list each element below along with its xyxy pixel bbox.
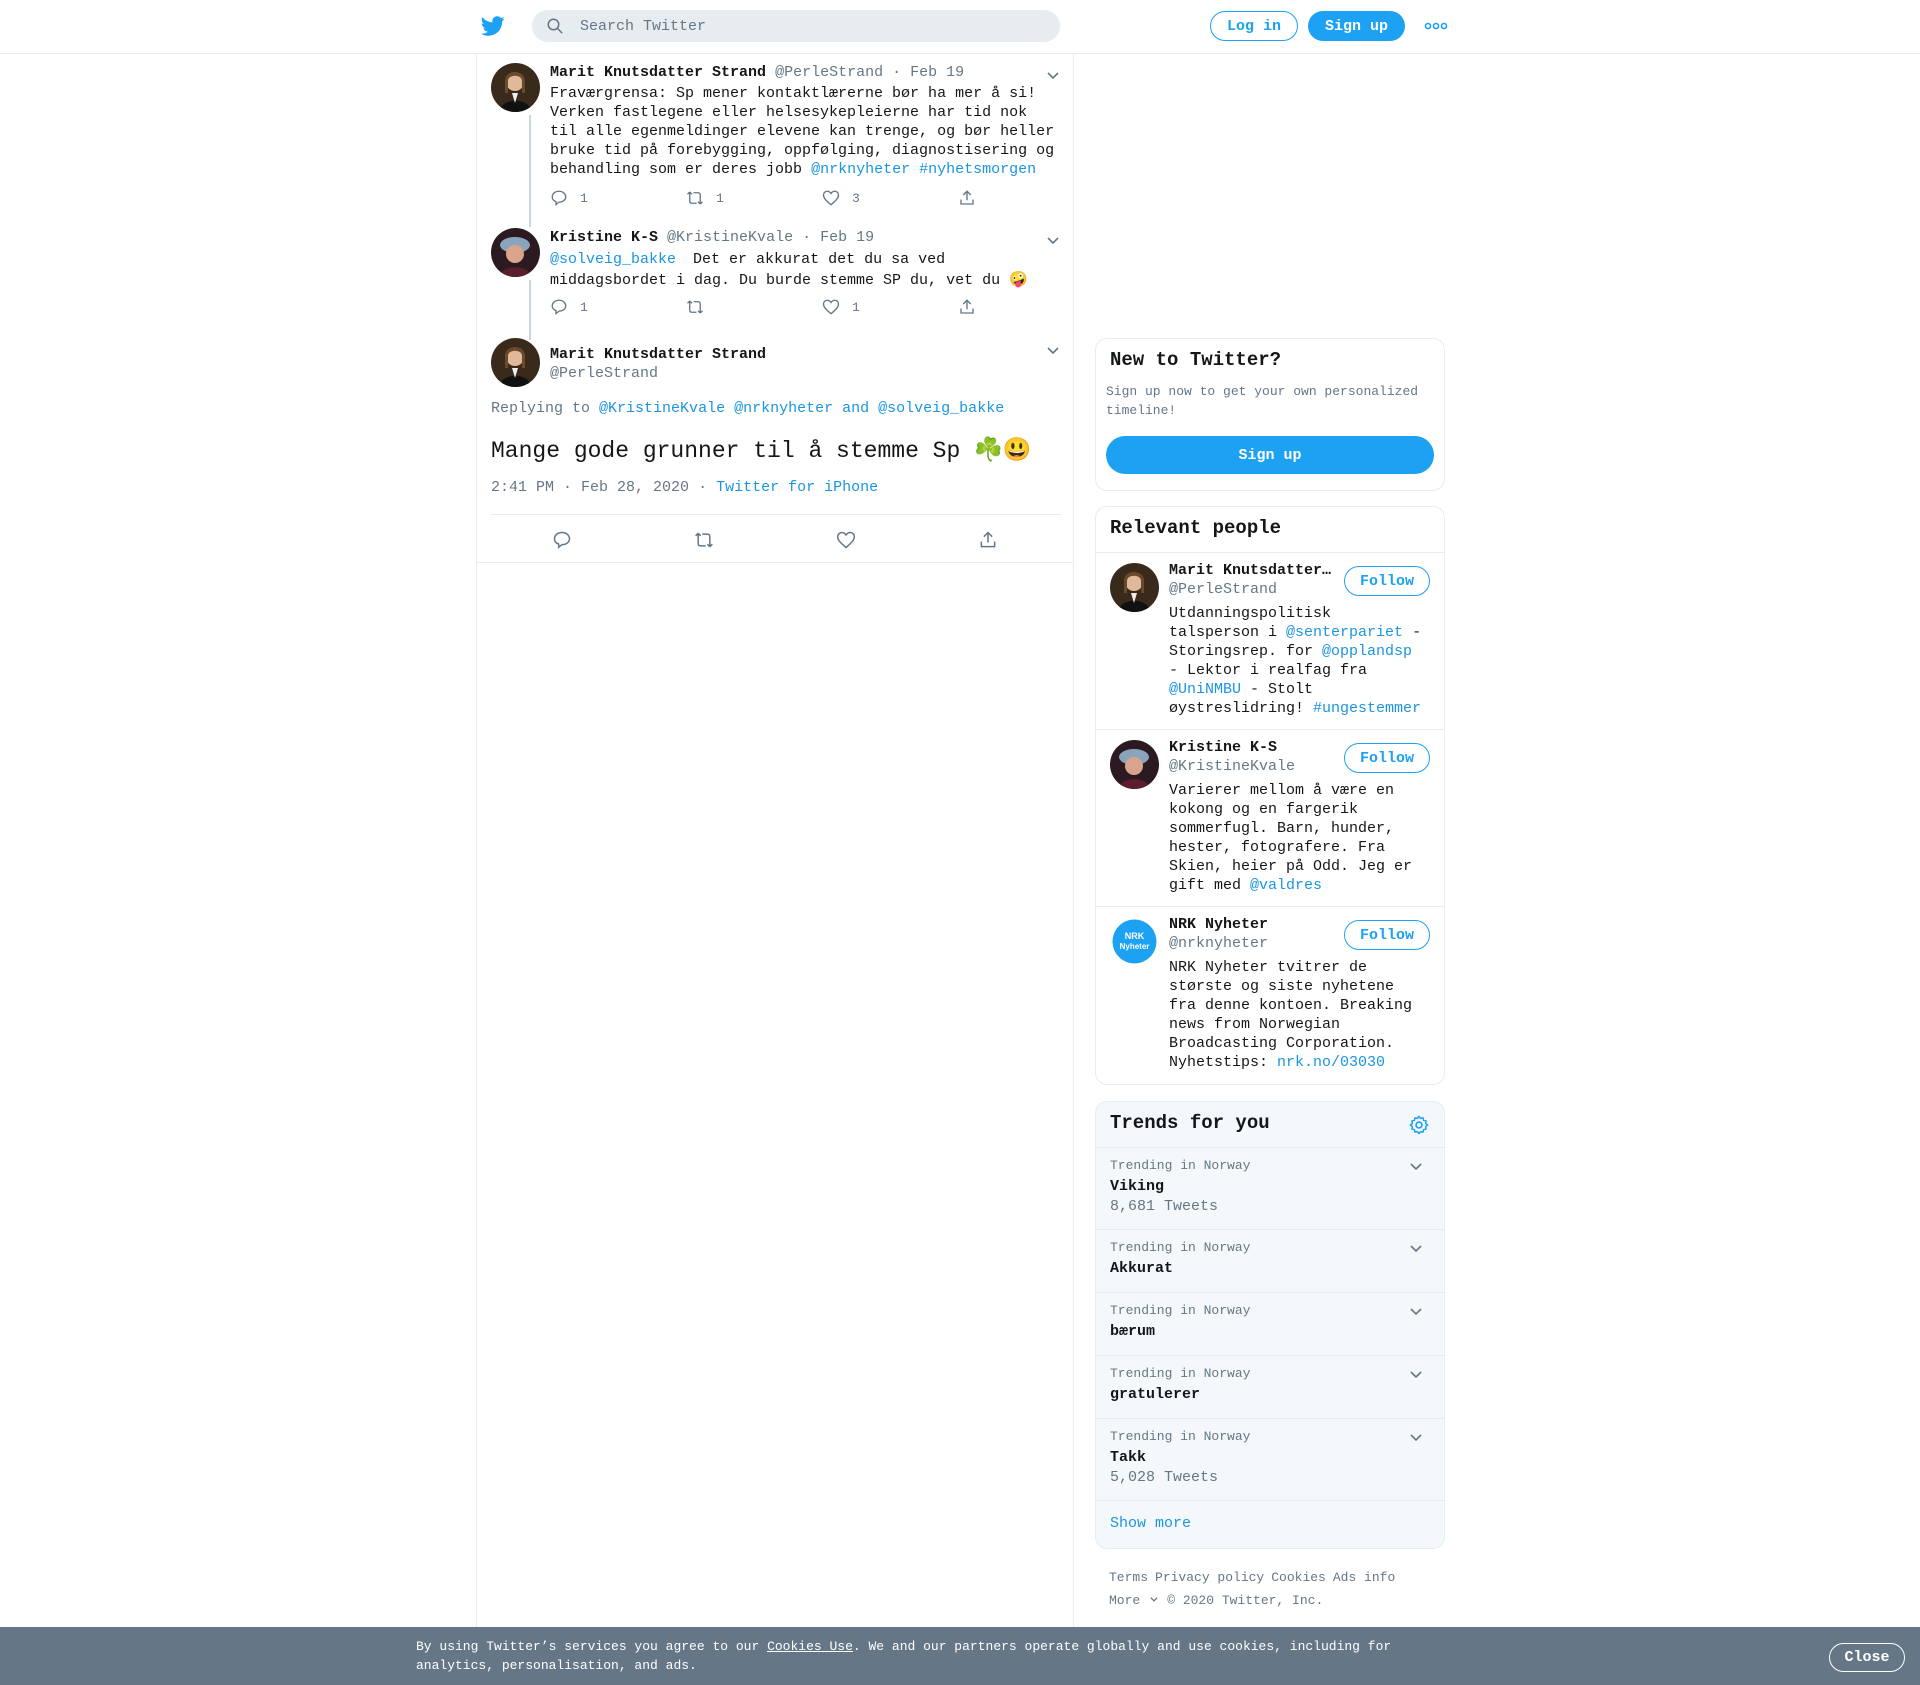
bio-text: - Lektor i realfag fra: [1169, 662, 1368, 679]
author-handle[interactable]: @KristineKvale: [667, 229, 794, 246]
trend-item[interactable]: [1096, 1418, 1444, 1501]
mention-link[interactable]: @nrknyheter: [811, 161, 911, 178]
bio-text: Utdanningspolitisk talsperson i: [1169, 605, 1332, 641]
top-header: [0, 0, 1920, 54]
bio-text: - Storingsrep. for: [1169, 624, 1422, 660]
reply-icon: [550, 189, 568, 207]
avatar[interactable]: [1110, 563, 1159, 612]
footer-copyright: © 2020 Twitter, Inc.: [1167, 1593, 1324, 1608]
retweet-icon[interactable]: [694, 530, 714, 550]
replying-label: Replying to: [491, 400, 591, 417]
follow-button[interactable]: Follow: [1344, 920, 1430, 950]
bio-link[interactable]: #ungestemmer: [1313, 700, 1422, 717]
author-name[interactable]: Kristine K-S: [550, 229, 659, 246]
nrk-logo-text: NRK: [1124, 931, 1145, 941]
tweet-text: [550, 249, 1060, 291]
twitter-bird-icon[interactable]: [480, 14, 506, 38]
tweet-text-body: Det er akkurat det du sa ved middagsbordet i dag. Du burde stemme SP du, vet du 🤪: [550, 251, 1028, 289]
bio-link[interactable]: @valdres: [1250, 877, 1323, 894]
search-input[interactable]: [578, 17, 1022, 36]
card-subtitle: Sign up now to get your own personalized timeline!: [1106, 384, 1419, 418]
trend-name[interactable]: Viking: [1110, 1178, 1165, 1195]
trend-item[interactable]: [1096, 1229, 1444, 1293]
new-to-twitter-card: [1095, 338, 1445, 491]
signup-button[interactable]: Sign up: [1308, 11, 1405, 41]
nrk-logo-subtext: Nyheter: [1119, 942, 1150, 951]
search-icon: [546, 17, 564, 35]
replying-and[interactable]: and: [842, 400, 870, 417]
trend-context: Trending in Norway: [1110, 1240, 1251, 1255]
chevron-down-icon[interactable]: [1408, 1366, 1424, 1382]
trend-count: 5,028 Tweets: [1110, 1469, 1219, 1486]
retweet-button[interactable]: [686, 298, 716, 316]
search-box[interactable]: [532, 10, 1060, 42]
tweet-source-link[interactable]: Twitter for iPhone: [716, 479, 879, 496]
tweet-text-body: Fraværgrensa: Sp mener kontaktlærerne bør ha mer å si! Verken fastlegene eller helsesykepleierne har tid nok til alle egenmeldinger elevene kan trenge, og bør heller bruke tid på forebygging, oppfølging, diagnostisering og behandling som er deres jobb: [550, 85, 1055, 178]
trend-context: Trending in Norway: [1110, 1303, 1251, 1318]
footer-more-link[interactable]: [1109, 1593, 1159, 1608]
person-handle[interactable]: @KristineKvale: [1169, 758, 1296, 775]
nrk-logo-avatar[interactable]: [1110, 917, 1159, 966]
person-bio: [1169, 781, 1427, 895]
thread-tweet[interactable]: Kristine K-S @KristineKvale · Feb 19 @solveig_bakke Det er akkurat det du sa ved middagsbordet i dag. Du burde stemme SP du, vet du 🤪 1 1: [491, 228, 1061, 333]
tweet-timestamp[interactable]: 2:41 PM · Feb 28, 2020: [491, 479, 690, 496]
card-title: Trends for you: [1110, 1112, 1270, 1134]
divider: [477, 562, 1073, 563]
settings-gear-icon[interactable]: [1408, 1114, 1430, 1136]
trends-card: [1095, 1101, 1445, 1549]
mention-link[interactable]: @solveig_bakke: [878, 400, 1005, 417]
bio-text: Varierer mellom å være en kokong og en fargerik sommerfugl. Barn, hunder, hester, fotografere. Fra Skien, heier på Odd. Jeg er gift med: [1169, 782, 1413, 894]
footer-ads-link[interactable]: Ads info: [1332, 1570, 1396, 1585]
person-handle[interactable]: @nrknyheter: [1169, 935, 1269, 952]
show-more-link[interactable]: Show more: [1110, 1515, 1192, 1532]
thread-tweet[interactable]: Marit Knutsdatter Strand @PerleStrand · Feb 19 Fraværgrensa: Sp mener kontaktlærerne bør ha mer å si! Verken fastlegene eller helsesykepleierne har tid nok til alle egenmeldinger elevene kan trenge, og bør heller bruke tid på forebygging, oppfølging, diagnostisering og behandling som er deres jobb @nrknyheter #nyhetsmorgen 1 1 3: [491, 63, 1061, 228]
chevron-down-icon[interactable]: [1408, 1240, 1424, 1256]
like-button[interactable]: [822, 189, 860, 207]
person-item[interactable]: [1096, 906, 1444, 1085]
like-count: 3: [852, 190, 860, 206]
chevron-down-icon[interactable]: [1045, 232, 1061, 248]
bio-text: NRK Nyheter tvitrer de største og siste nyhetene fra denne kontoen. Breaking news from Norwegian Broadcasting Corporation. Nyhetstips:: [1169, 959, 1413, 1071]
person-name[interactable]: Marit Knutsdatter…: [1169, 562, 1332, 579]
tweet-actions: [491, 530, 1061, 554]
tweet-text: [550, 84, 1060, 179]
chevron-down-icon[interactable]: [1408, 1303, 1424, 1319]
relevant-people-card: [1095, 506, 1445, 1085]
bio-link[interactable]: @opplandsp: [1322, 643, 1413, 660]
follow-button[interactable]: Follow: [1344, 743, 1430, 773]
reply-count: 1: [580, 190, 588, 206]
person-bio: [1169, 604, 1427, 718]
person-name[interactable]: Kristine K-S: [1169, 739, 1278, 756]
share-icon[interactable]: [978, 530, 998, 550]
footer-terms-link[interactable]: Terms: [1109, 1570, 1149, 1585]
reply-button[interactable]: [550, 298, 588, 316]
login-button[interactable]: Log in: [1210, 11, 1298, 41]
avatar[interactable]: [491, 338, 540, 387]
person-handle[interactable]: @PerleStrand: [1169, 581, 1278, 598]
heart-icon: [822, 298, 840, 316]
retweet-icon: [686, 298, 704, 316]
avatar[interactable]: [1110, 740, 1159, 789]
tweet-date[interactable]: Feb 19: [910, 64, 965, 81]
chevron-down-icon[interactable]: [1045, 67, 1061, 83]
trend-item[interactable]: [1096, 1355, 1444, 1419]
divider: [491, 514, 1061, 515]
trend-name[interactable]: bærum: [1110, 1323, 1156, 1340]
tweet-actions: [550, 189, 980, 209]
hashtag-link[interactable]: #nyhetsmorgen: [919, 161, 1037, 178]
retweet-icon: [686, 189, 704, 207]
follow-button[interactable]: Follow: [1344, 566, 1430, 596]
cookies-use-link[interactable]: Cookies Use: [767, 1639, 853, 1654]
bio-link[interactable]: @UniNMBU: [1169, 681, 1242, 698]
nrk-logo-icon: [1110, 917, 1159, 966]
share-icon: [958, 189, 976, 207]
trend-name[interactable]: gratulerer: [1110, 1386, 1201, 1403]
trend-name[interactable]: Takk: [1110, 1449, 1147, 1466]
trend-item[interactable]: [1096, 1292, 1444, 1356]
cookie-text-part: By using Twitter’s services you agree to our: [416, 1639, 768, 1654]
mention-link[interactable]: @nrknyheter: [734, 400, 834, 417]
tweet-date[interactable]: Feb 19: [820, 229, 875, 246]
share-button[interactable]: [958, 298, 988, 316]
thread-connector: [529, 115, 531, 227]
meta-separator: ·: [698, 479, 708, 496]
focused-tweet: [491, 338, 1061, 560]
retweet-count: 1: [716, 190, 724, 206]
share-icon: [958, 298, 976, 316]
reply-icon: [550, 298, 568, 316]
trend-item[interactable]: [1096, 1147, 1444, 1230]
cookie-text: [416, 1637, 1416, 1675]
heart-icon: [822, 189, 840, 207]
card-title: Relevant people: [1110, 517, 1282, 539]
author-handle[interactable]: @PerleStrand: [775, 64, 884, 81]
close-cookie-button[interactable]: Close: [1829, 1643, 1905, 1672]
share-button[interactable]: [958, 189, 988, 207]
footer-links: [1109, 1566, 1449, 1612]
bio-link[interactable]: @senterpariet: [1286, 624, 1404, 641]
avatar[interactable]: [491, 228, 540, 277]
trend-name[interactable]: Akkurat: [1110, 1260, 1174, 1277]
tweet-meta: [491, 479, 878, 496]
reply-icon[interactable]: [552, 530, 572, 550]
bio-link[interactable]: nrk.no/03030: [1277, 1054, 1386, 1071]
chevron-down-icon[interactable]: [1045, 342, 1061, 358]
author-handle[interactable]: @PerleStrand: [550, 365, 659, 382]
like-button[interactable]: [822, 298, 860, 316]
tweet-text: Mange gode grunner til å stemme Sp ☘️😃: [491, 438, 1032, 464]
cookie-text-part: . We and our partners operate globally and use cookies, including for analytics, personalisation, and ads.: [416, 1639, 1392, 1673]
person-name[interactable]: NRK Nyheter: [1169, 916, 1269, 933]
trend-context: Trending in Norway: [1110, 1366, 1251, 1381]
avatar[interactable]: [491, 63, 540, 112]
mention-link[interactable]: @solveig_bakke: [550, 251, 677, 268]
like-count: 1: [852, 299, 860, 315]
person-item[interactable]: [1096, 552, 1444, 730]
footer-more-label: More: [1109, 1593, 1141, 1608]
more-options-icon[interactable]: [1424, 20, 1448, 32]
replying-to: [491, 400, 1004, 417]
author-name[interactable]: Marit Knutsdatter Strand: [550, 64, 767, 81]
mention-link[interactable]: @KristineKvale: [599, 400, 726, 417]
footer-cookies-link[interactable]: Cookies: [1271, 1570, 1326, 1585]
chevron-down-icon: [1149, 1594, 1159, 1604]
reply-count: 1: [580, 299, 588, 315]
heart-icon[interactable]: [836, 530, 856, 550]
chevron-down-icon[interactable]: [1408, 1429, 1424, 1445]
show-more-row: [1096, 1500, 1444, 1549]
person-bio: [1169, 958, 1427, 1072]
signup-button[interactable]: Sign up: [1106, 436, 1434, 474]
chevron-down-icon[interactable]: [1408, 1158, 1424, 1174]
cookie-banner: [0, 1627, 1920, 1685]
reply-button[interactable]: [550, 189, 588, 207]
author-name[interactable]: Marit Knutsdatter Strand: [550, 346, 767, 363]
tweet-actions: [550, 298, 980, 318]
trend-count: 8,681 Tweets: [1110, 1198, 1219, 1215]
person-item[interactable]: [1096, 729, 1444, 907]
thread-connector: [529, 280, 531, 340]
card-title: New to Twitter?: [1110, 349, 1282, 371]
footer-privacy-link[interactable]: Privacy policy: [1155, 1570, 1265, 1585]
trend-context: Trending in Norway: [1110, 1429, 1251, 1444]
bio-text: - Stolt øystreslidring!: [1169, 681, 1314, 717]
timeline-column: [476, 53, 1074, 1633]
retweet-button[interactable]: [686, 189, 724, 207]
trend-context: Trending in Norway: [1110, 1158, 1251, 1173]
